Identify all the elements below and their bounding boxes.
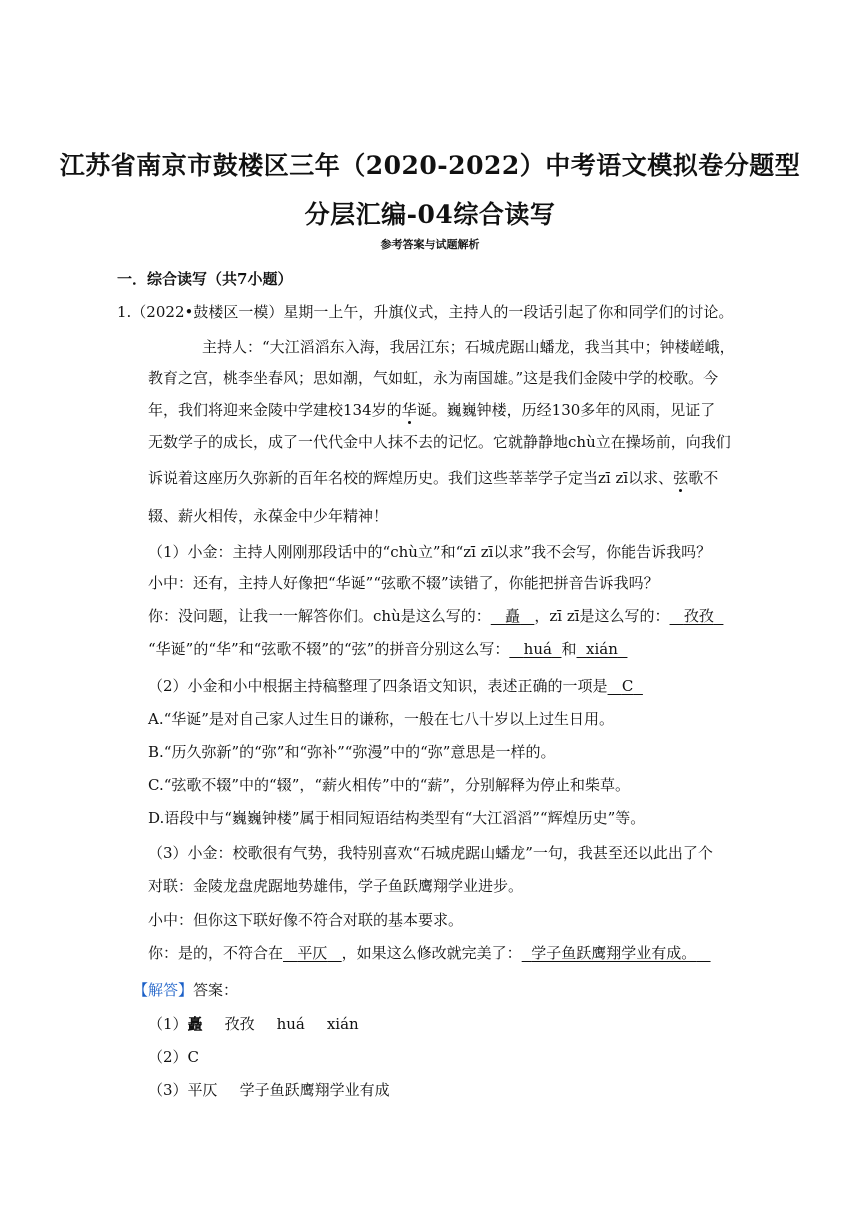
answer-line-1 [148,1014,359,1034]
answer-zizi: 孜孜 [683,607,714,625]
passage-text: 诉说着这座历久弥新的百年名校的辉煌历史。我们这些莘莘学子定当zī zī以求、 [148,469,674,487]
option-c: C.“弦歌不辍”中的“辍”，“薪火相传”中的“薪”，分别解释为停止和柴草。 [148,776,631,794]
subq3-text: ，如果这么修改就完美了： [341,944,522,962]
doc-subtitle: 参考答案与试题解析 [380,238,480,251]
answer-value: huá [276,1015,305,1033]
answer-value: 矗 [187,1015,203,1033]
subq1-text: 和 [561,640,577,658]
answer-blank-hua [509,640,561,658]
passage-line-2: 教育之宫，桃李坐春风；思如潮，气如虹，永为南国雄。”这是我们金陵中学的校歌。今 [148,369,719,387]
passage-text: 歌不 [688,469,719,487]
answer-line-2: （2）C [148,1048,200,1066]
answer-value: 学子鱼跃鹰翔学业有成 [239,1081,390,1099]
subq1-line-4 [148,639,627,659]
subq1-text: ，zī zī是这么写的： [534,607,670,625]
section-heading: 一．综合读写（共7小题） [117,270,293,288]
passage-line-3 [148,400,715,420]
emphasis-char-hua: 华 [401,401,417,419]
answer-num: （1） [148,1015,188,1033]
question-intro: 1.（2022•鼓楼区一模）星期一上午，升旗仪式，主持人的一段话引起了你和同学们的讨论。 [117,303,734,321]
passage-line-1: 主持人：“大江滔滔东入海，我居江东；石城虎踞山蟠龙，我当其中；钟楼嵯峨， [202,338,735,356]
answer-label: 答案： [193,981,239,999]
answer-hua: huá [523,640,552,658]
emphasis-char-xian: 弦 [673,469,689,487]
answer-heading [133,980,238,1000]
doc-title-line2: 分层汇编-04综合读写 [304,200,556,229]
passage-line-5 [148,468,718,488]
passage-line-6: 辍、薪火相传，永葆金中少年精神！ [148,507,389,525]
answer-value: 平仄 [187,1081,218,1099]
subq3-line-4 [148,943,711,963]
passage-line-4: 无数学子的成长，成了一代代金中人抹不去的记忆。它就静静地chù立在操场前，向我们 [148,433,731,451]
passage-text: 诞。巍巍钟楼，历经130多年的风雨，见证了 [416,401,716,419]
subq1-line-3 [148,606,723,626]
answer-blank-3a [283,944,342,962]
answer-line-3 [148,1080,390,1100]
option-d: D.语段中与“巍巍钟楼”属于相同短语结构类型有“大江滔滔”“辉煌历史”等。 [148,809,646,827]
answer-blank-zizi [670,607,724,625]
subq3-line-1: （3）小金：校歌很有气势，我特别喜欢“石城虎踞山蟠龙”一句，我甚至还以此出了个 [148,844,713,862]
subq1-text: 你：没问题，让我一一解答你们。chù是这么写的： [148,607,491,625]
subq1-line-2: 小中：还有，主持人好像把“华诞”“弦歌不辍”读错了，你能把拼音告诉我吗？ [148,574,659,592]
answer-chu: 矗 [505,607,521,625]
answer-blank-3b [522,944,711,962]
answer-xian: xián [586,640,618,658]
answer-blank-xian [577,640,628,658]
subq3-line-3: 小中：但你这下联好像不符合对联的基本要求。 [148,911,464,929]
answer-blank-2 [608,677,643,695]
answer-2: C [621,677,634,695]
option-a: A.“华诞”是对自己家人过生日的谦称，一般在七八十岁以上过生日用。 [148,710,614,728]
subq1-text: “华诞”的“华”和“弦歌不辍”的“弦”的拼音分别这么写： [148,640,510,658]
subq3-line-2: 对联：金陵龙盘虎踞地势雄伟，学子鱼跃鹰翔学业进步。 [148,877,524,895]
answer-value: 孜孜 [224,1015,255,1033]
subq2-line [148,676,643,696]
subq1-line-1: （1）小金：主持人刚刚那段话中的“chù立”和“zī zī以求”我不会写，你能告诉我吗？ [148,543,712,561]
answer-3b: 学子鱼跃鹰翔学业有成。 [531,944,697,962]
answer-3a: 平仄 [297,944,328,962]
option-b: B.“历久弥新”的“弥”和“弥补”“弥漫”中的“弥”意思是一样的。 [148,743,556,761]
answer-num: （3） [148,1081,188,1099]
subq3-text: 你：是的，不符合在 [148,944,284,962]
answer-blank-chu [491,607,535,625]
answer-value: xián [326,1015,359,1033]
subq2-text: （2）小金和小中根据主持稿整理了四条语文知识，表述正确的一项是 [148,677,608,695]
passage-text: 年，我们将迎来金陵中学建校134岁的 [148,401,402,419]
doc-title-line1: 江苏省南京市鼓楼区三年（2020-2022）中考语文模拟卷分题型 [59,151,801,180]
answer-tag: 【解答】 [133,981,194,999]
